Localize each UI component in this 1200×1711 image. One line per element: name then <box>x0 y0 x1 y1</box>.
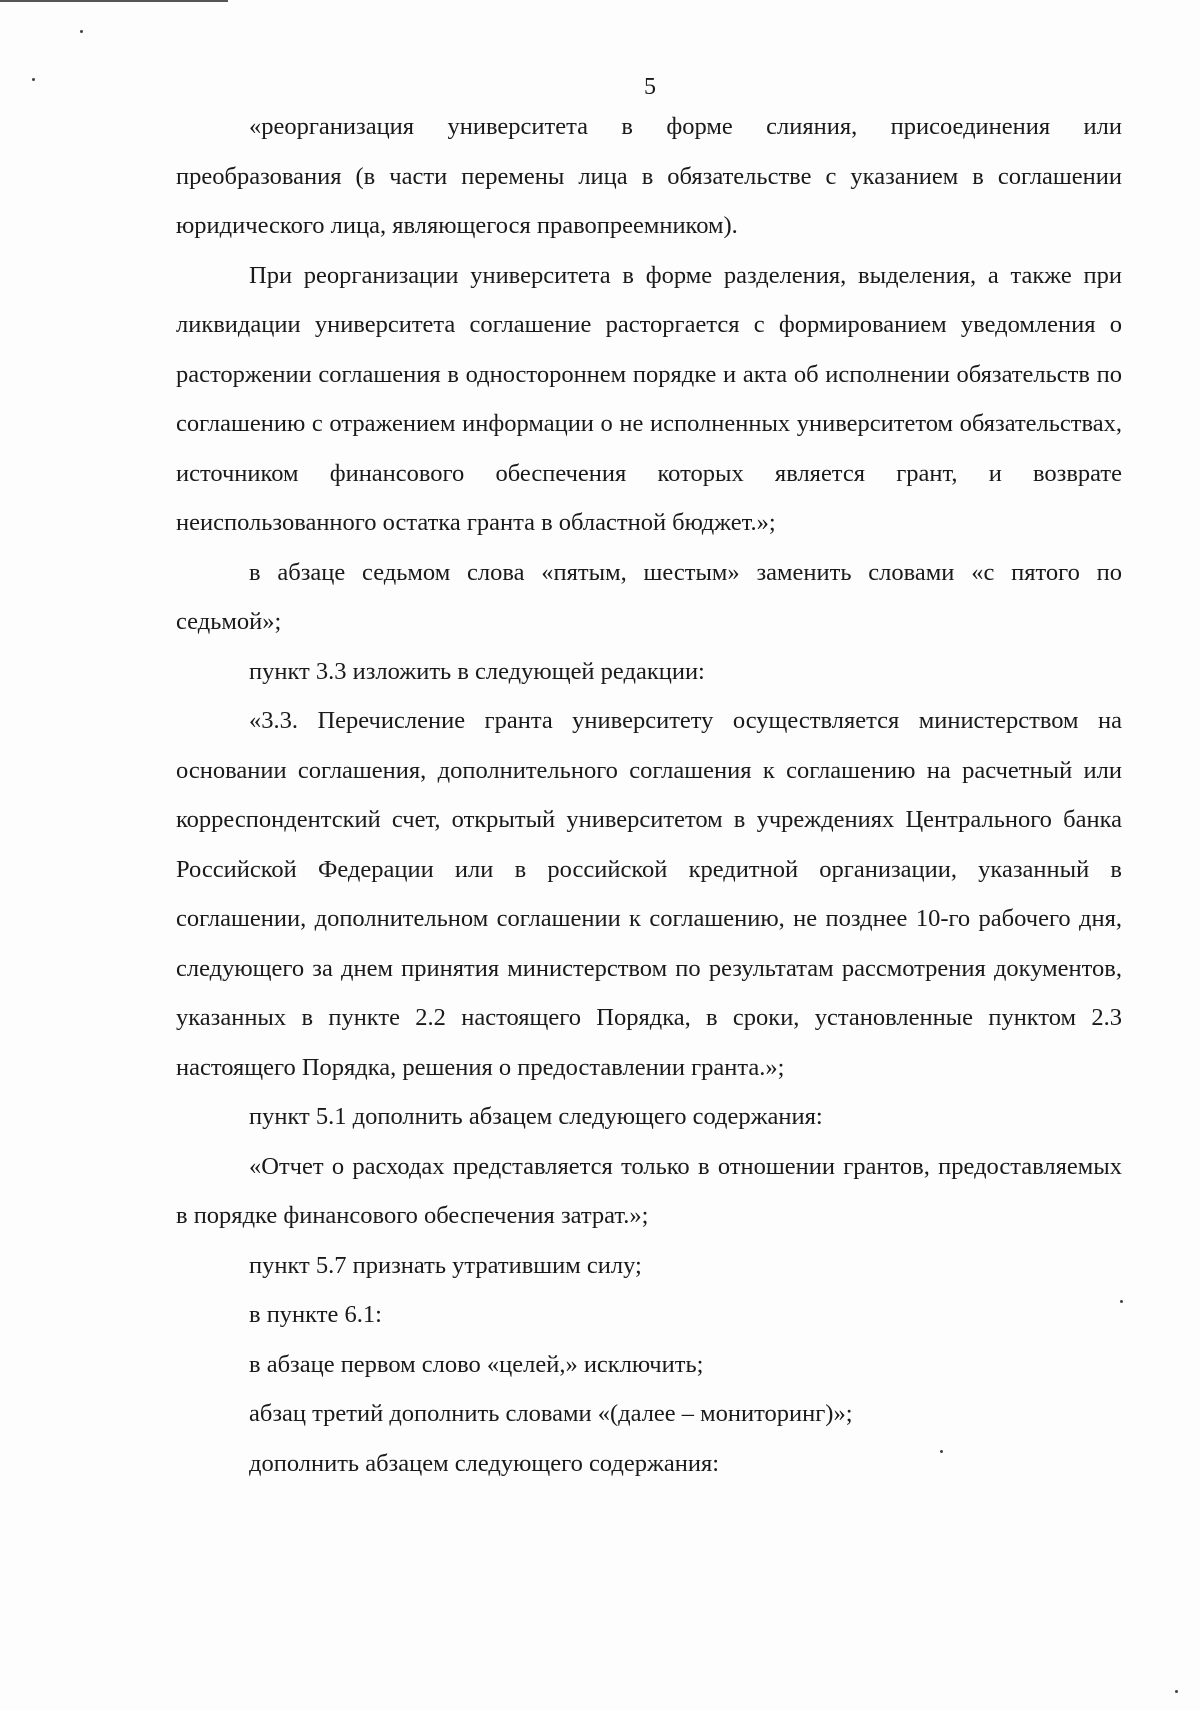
scan-speck <box>80 30 83 33</box>
paragraph: «Отчет о расходах представляется только в отношении грантов, предоставляемых в порядке финансового обеспечения затрат.»; <box>176 1152 1122 1229</box>
paragraph: При реорганизации университета в форме разделения, выделения, а также при ликвидации университета соглашение расторгается с формированием уведомления о расторжении соглашения в одностороннем порядке и акта об исполнении обязательств по соглашению с отражением информации о не исполненных университетом обязательствах, источником финансового обеспечения которых является грант, и возврате неиспользованного остатка гранта в областной бюджет.»; <box>176 261 1122 536</box>
paragraph: «3.3. Перечисление гранта университету осуществляется министерством на основании соглашения, дополнительного соглашения к соглашению на расчетный или корреспондентский счет, открытый университетом в учреждениях Центрального банка Российской Федерации или в российской кредитной организации, указанный в соглашении, дополнительном соглашении к соглашению, не позднее 10-го рабочего дня, следующего за днем принятия министерством по результатам рассмотрения документов, указанных в пункте 2.2 настоящего Порядка, в сроки, установленные пунктом 2.3 настоящего Порядка, решения о предоставлении гранта.»; <box>176 707 1122 1081</box>
scan-speck <box>32 78 35 81</box>
paragraph: пункт 5.1 дополнить абзацем следующего содержания: <box>249 1103 823 1130</box>
paragraph: пункт 5.7 признать утратившим силу; <box>249 1251 642 1279</box>
paragraph: абзац третий дополнить словами «(далее – мониторинг)»; <box>249 1400 853 1427</box>
scan-speck <box>940 1450 943 1453</box>
paragraph: «реорганизация университета в форме слияния, присоединения или преобразования (в части перемены лица в обязательстве с указанием в соглашении юридического лица, являющегося правопреемником). <box>176 113 1122 239</box>
scan-speck <box>1120 1300 1123 1303</box>
scan-speck <box>1175 1690 1178 1693</box>
paragraph: в пункте 6.1: <box>249 1301 382 1328</box>
paragraph: пункт 3.3 изложить в следующей редакции: <box>249 657 705 685</box>
paragraph: дополнить абзацем следующего содержания: <box>249 1449 720 1477</box>
document-body <box>176 102 1122 1488</box>
page-number: 5 <box>644 74 656 100</box>
scan-edge-line <box>0 0 228 2</box>
paragraph: в абзаце седьмом слова «пятым, шестым» заменить словами «с пятого по седьмой»; <box>176 558 1122 635</box>
paragraph: в абзаце первом слово «целей,» исключить; <box>249 1350 704 1378</box>
